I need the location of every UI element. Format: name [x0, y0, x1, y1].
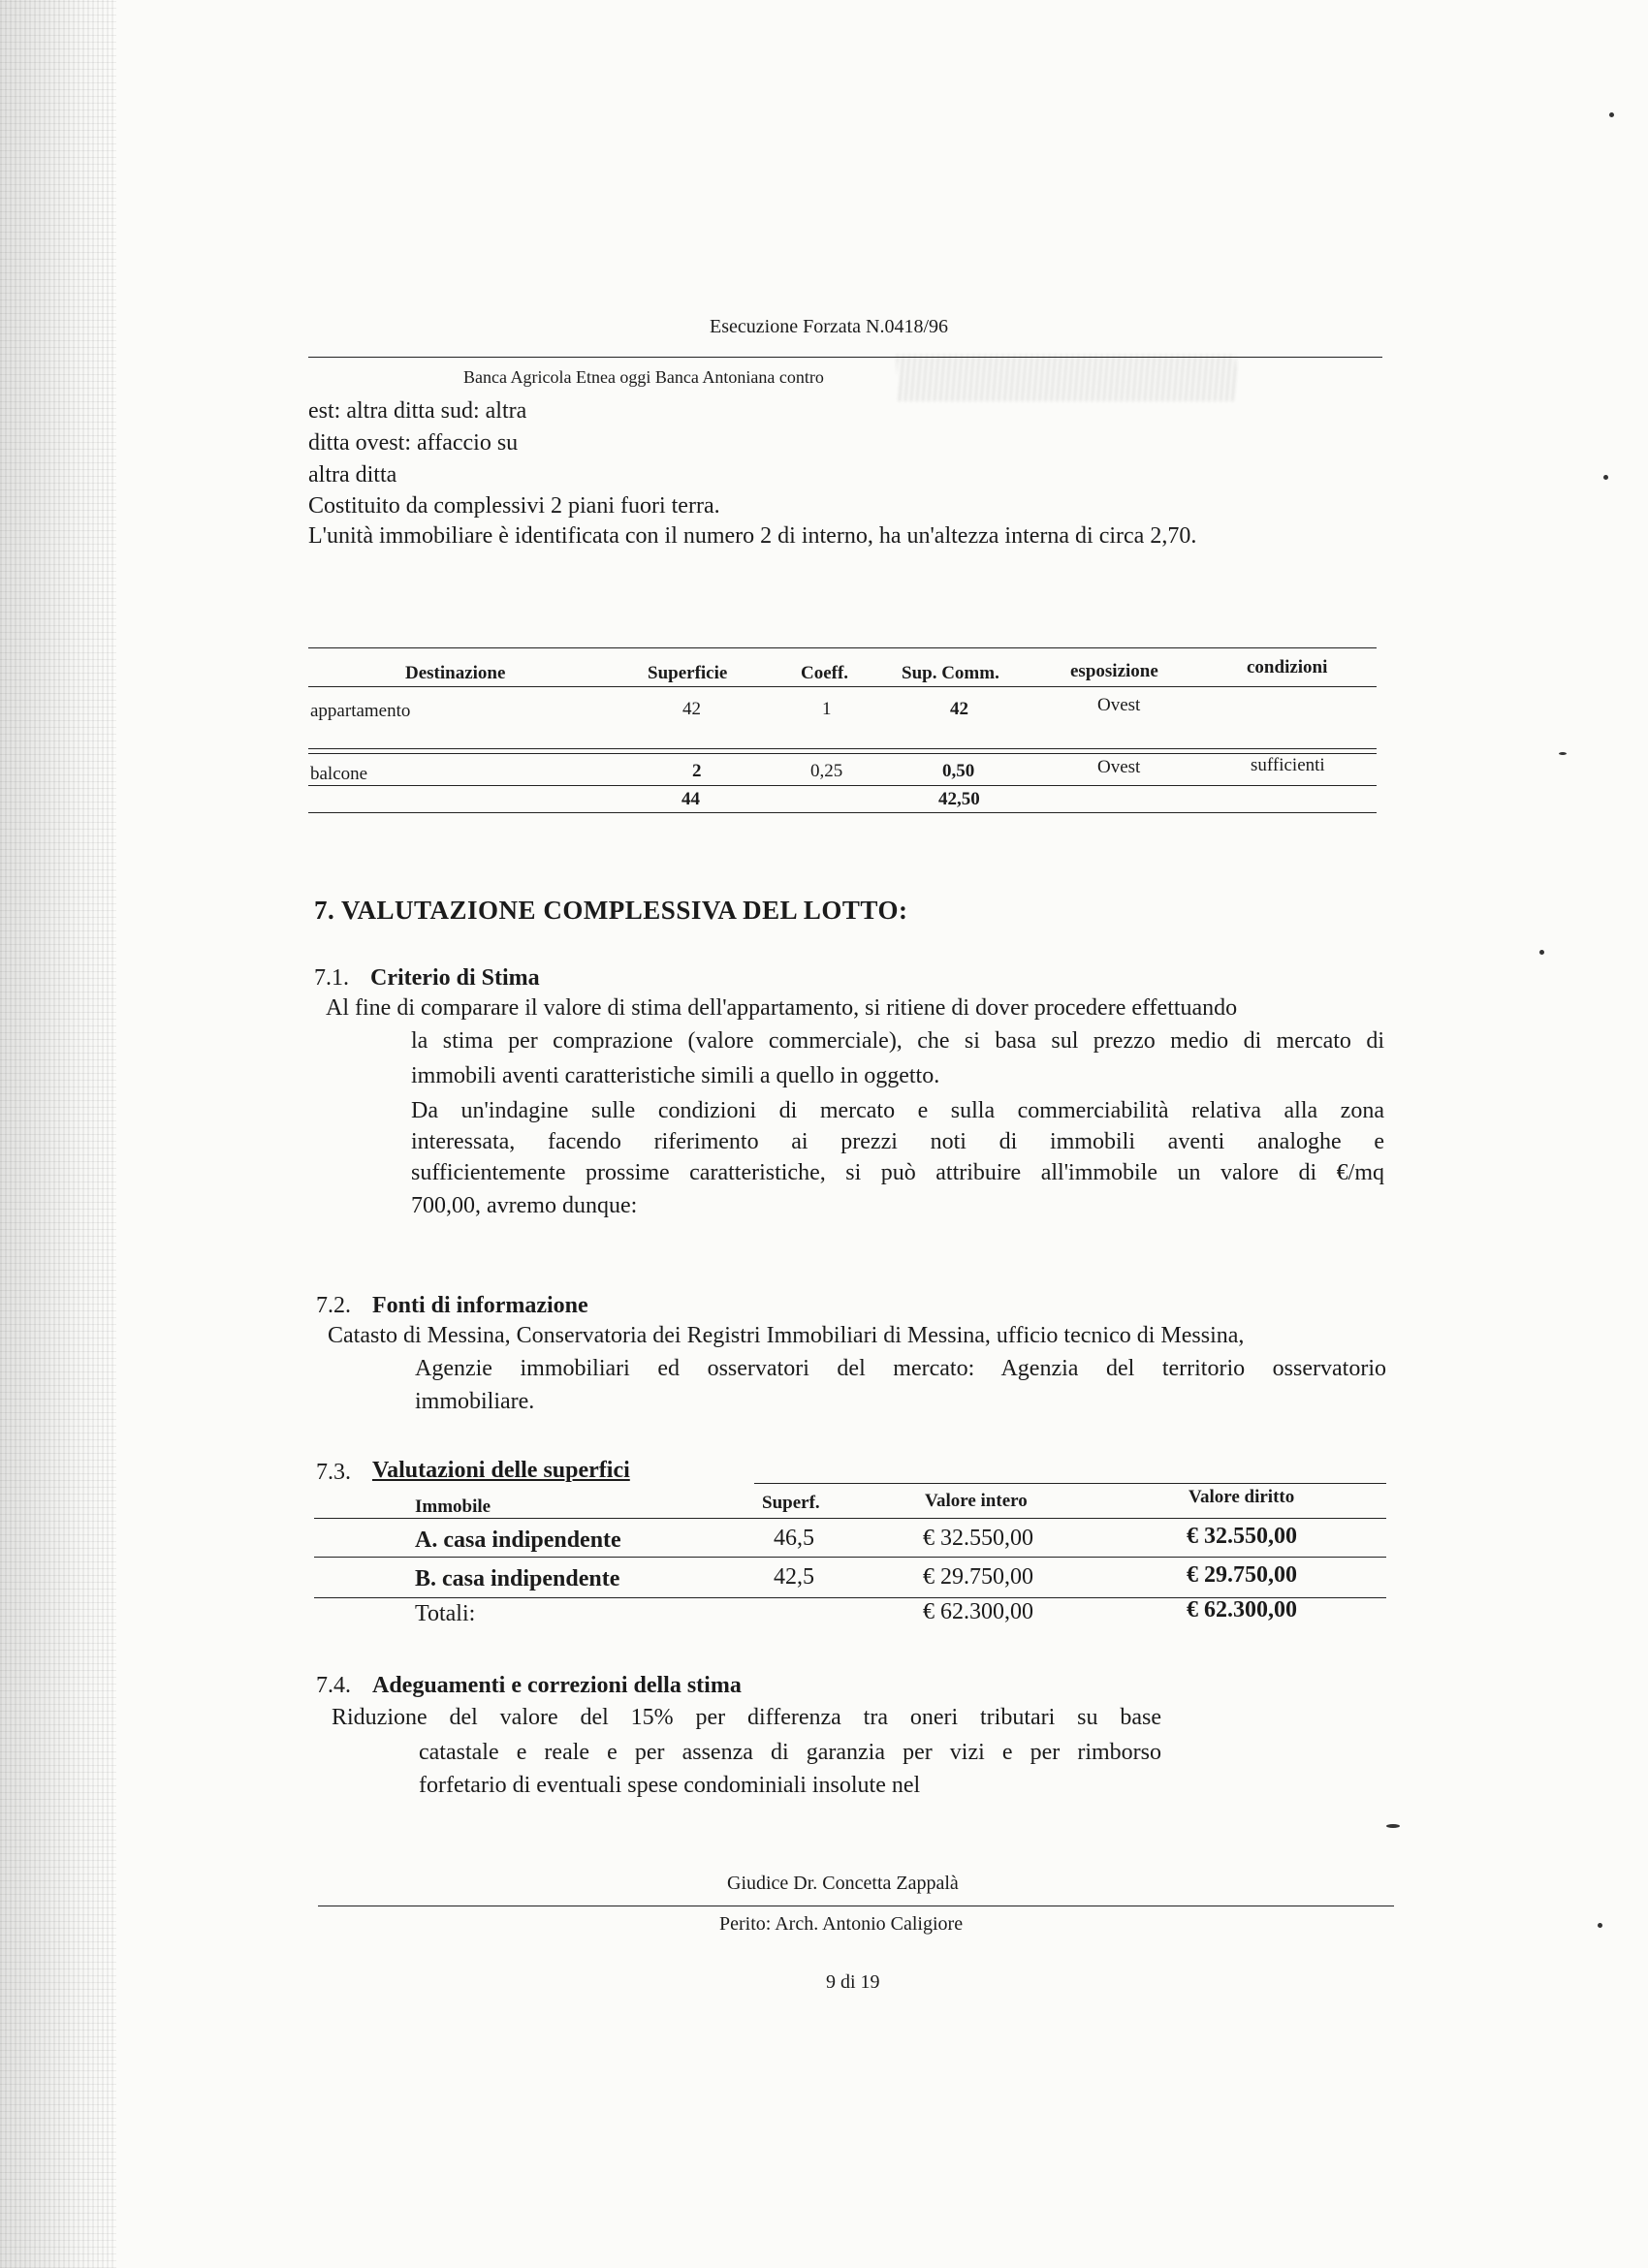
table-rule — [308, 812, 1377, 813]
adeguamenti-line-1: Riduzione del valore del 15% per differenza tra oneri tributari su base — [332, 1705, 1161, 1730]
document-parties: Banca Agricola Etnea oggi Banca Antoniana contro — [463, 367, 824, 387]
redaction-smudge — [897, 355, 1236, 401]
document-title: Esecuzione Forzata N.0418/96 — [710, 316, 949, 337]
table-cell: € 29.750,00 — [923, 1564, 1033, 1590]
table-cell: € 32.550,00 — [1187, 1524, 1297, 1549]
scan-speck — [1609, 112, 1614, 117]
footer-expert: Perito: Arch. Antonio Caligiore — [719, 1913, 964, 1935]
criterio-line-5: interessata, facendo riferimento ai prezzi noti di immobili aventi analoghe e — [411, 1129, 1384, 1154]
criterio-line-1: Al fine di comparare il valore di stima dell'appartamento, si ritiene di dover procedere effettuando — [326, 995, 1238, 1021]
col-header-valore-intero: Valore intero — [925, 1491, 1028, 1511]
criterio-line-7: 700,00, avremo dunque: — [411, 1193, 638, 1218]
table-cell: 42 — [950, 699, 968, 719]
table-rule — [314, 1557, 1386, 1558]
adeguamenti-line-3: forfetario di eventuali spese condominiali insolute nel — [419, 1773, 921, 1798]
criterio-line-4: Da un'indagine sulle condizioni di mercato e sulla commerciabilità relativa alla zona — [411, 1098, 1384, 1123]
intro-line-3: altra ditta — [308, 462, 397, 488]
fonti-line-3: immobiliare. — [415, 1389, 535, 1414]
page-number: 9 di 19 — [826, 1971, 880, 1993]
intro-line-5: L'unità immobiliare è identificata con il numero 2 di interno, ha un'altezza interna di circa 2,70. — [308, 523, 1197, 549]
totals-valore-diritto: € 62.300,00 — [1187, 1597, 1297, 1622]
table-cell: 0,25 — [810, 761, 843, 781]
scan-speck — [1386, 1824, 1400, 1828]
table-cell: Ovest — [1097, 757, 1141, 777]
col-header-condizioni: condizioni — [1247, 657, 1328, 677]
table-cell: 0,50 — [942, 761, 975, 781]
section-7-heading: 7. VALUTAZIONE COMPLESSIVA DEL LOTTO: — [314, 896, 908, 925]
totals-valore-intero: € 62.300,00 — [923, 1599, 1033, 1624]
table-cell: 1 — [822, 699, 832, 719]
section-7-2-title: Fonti di informazione — [372, 1293, 588, 1318]
table-cell: B. casa indipendente — [415, 1566, 620, 1591]
section-7-1-title: Criterio di Stima — [370, 965, 540, 991]
table-cell: appartamento — [310, 701, 411, 721]
table-cell: A. casa indipendente — [415, 1528, 621, 1553]
scan-speck — [1598, 1923, 1602, 1928]
table-total-sup-comm: 42,50 — [938, 789, 980, 809]
col-header-valore-diritto: Valore diritto — [1188, 1487, 1295, 1507]
table-cell: 2 — [692, 761, 702, 781]
scan-speck — [1603, 475, 1608, 480]
table-cell: 46,5 — [774, 1526, 814, 1551]
criterio-line-6: sufficientemente prossime caratteristiche, si può attribuire all'immobile un valore di €/mq — [411, 1160, 1384, 1185]
table-cell: € 32.550,00 — [923, 1526, 1033, 1551]
fonti-line-1: Catasto di Messina, Conservatoria dei Registri Immobiliari di Messina, ufficio tecnico di Messina, — [328, 1323, 1245, 1348]
section-7-3-title: Valutazioni delle superfici — [372, 1458, 630, 1483]
table-cell: € 29.750,00 — [1187, 1562, 1297, 1588]
intro-line-4: Costituito da complessivi 2 piani fuori terra. — [308, 493, 720, 519]
scan-speck — [1539, 950, 1544, 955]
table-rule — [308, 647, 1377, 648]
table-cell: balcone — [310, 764, 368, 784]
col-header-superficie: Superficie — [648, 663, 728, 683]
intro-line-2: ditta ovest: affaccio su — [308, 430, 519, 456]
fonti-line-2: Agenzie immobiliari ed osservatori del mercato: Agenzia del territorio osservatorio — [415, 1356, 1386, 1381]
totals-label: Totali: — [415, 1601, 476, 1626]
table-cell: 42 — [682, 699, 701, 719]
table-cell: Ovest — [1097, 695, 1141, 715]
criterio-line-2: la stima per comprazione (valore commerciale), che si basa sul prezzo medio di mercato di — [411, 1028, 1384, 1054]
col-header-esposizione: esposizione — [1070, 661, 1158, 681]
scan-edge-noise — [0, 0, 116, 2268]
col-header-immobile: Immobile — [415, 1496, 491, 1517]
section-7-3-number: 7.3. — [316, 1460, 351, 1485]
table-rule — [314, 1518, 1386, 1519]
criterio-line-3: immobili aventi caratteristiche simili a quello in oggetto. — [411, 1063, 940, 1088]
section-7-1-number: 7.1. — [314, 965, 349, 991]
footer-judge: Giudice Dr. Concetta Zappalà — [727, 1873, 959, 1894]
col-header-coeff: Coeff. — [801, 663, 849, 683]
table-rule — [754, 1483, 1386, 1484]
table-total-superficie: 44 — [681, 789, 700, 809]
col-header-superf: Superf. — [762, 1493, 820, 1513]
table-cell: 42,5 — [774, 1564, 814, 1590]
section-7-4-number: 7.4. — [316, 1673, 351, 1698]
col-header-sup-comm: Sup. Comm. — [902, 663, 999, 683]
table-rule — [308, 753, 1377, 754]
intro-line-1: est: altra ditta sud: altra — [308, 398, 527, 424]
table-cell: sufficienti — [1251, 755, 1325, 775]
section-7-2-number: 7.2. — [316, 1293, 351, 1318]
adeguamenti-line-2: catastale e reale e per assenza di garanzia per vizi e per rimborso — [419, 1740, 1161, 1765]
scan-speck — [1559, 752, 1567, 755]
table-rule — [308, 748, 1377, 749]
section-7-4-title: Adeguamenti e correzioni della stima — [372, 1673, 742, 1698]
col-header-destinazione: Destinazione — [405, 663, 506, 683]
table-rule — [308, 686, 1377, 687]
table-rule — [308, 785, 1377, 786]
